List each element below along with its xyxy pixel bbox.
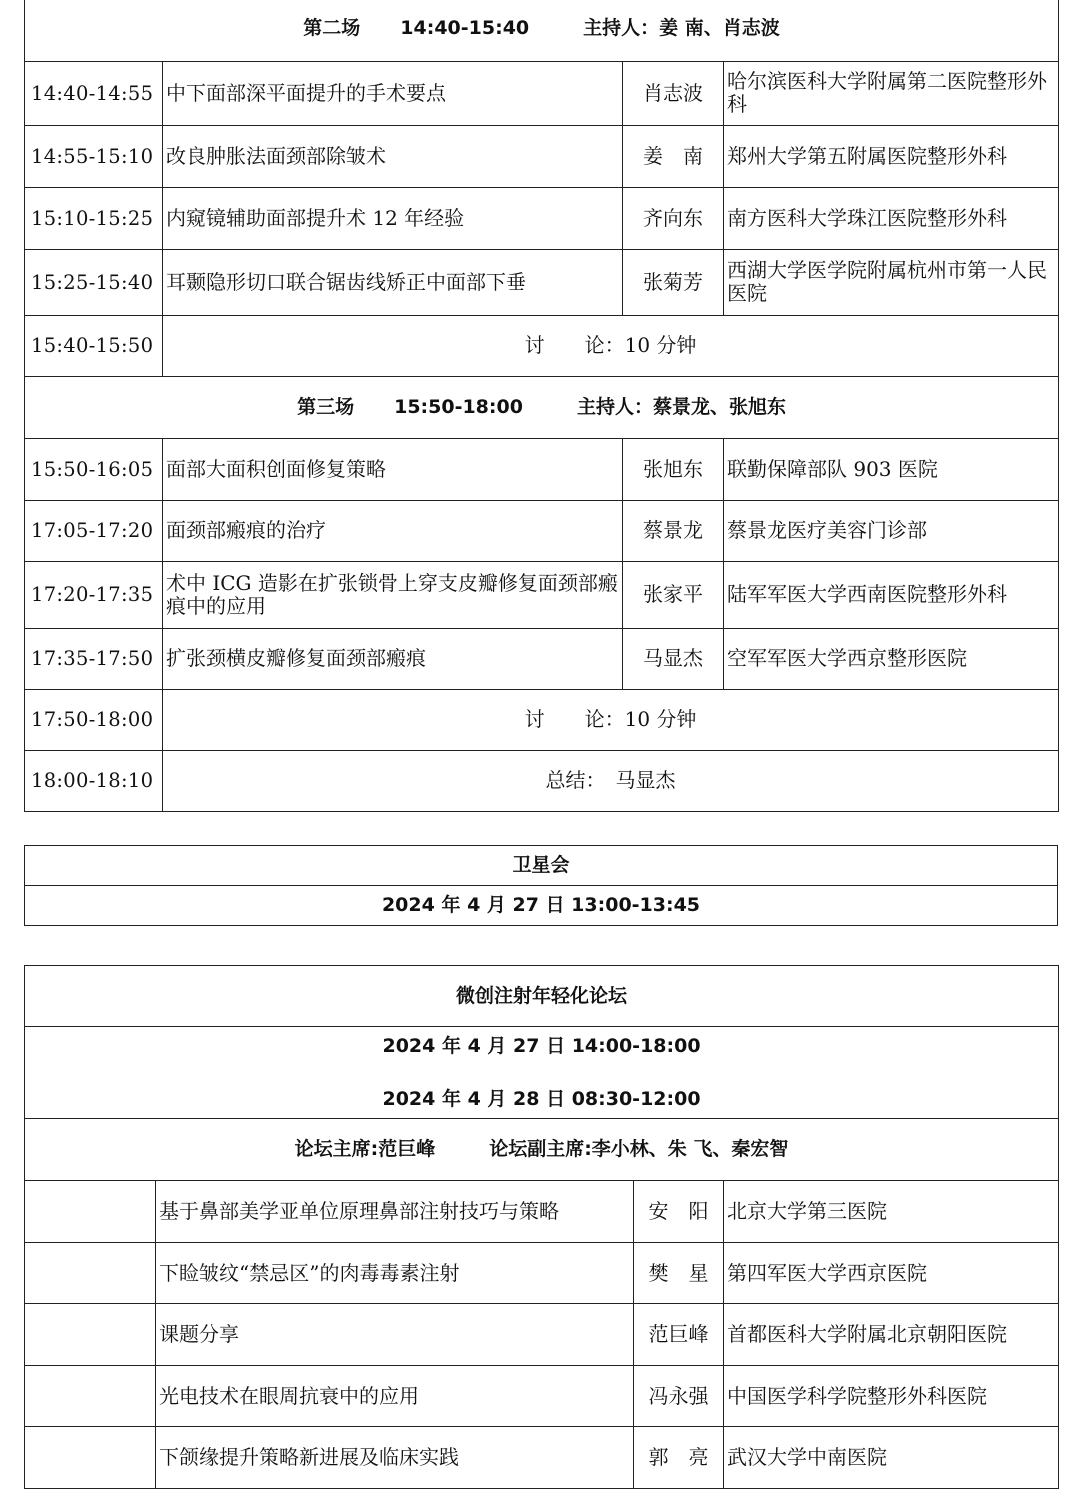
forum-chair: 论坛主席:范巨峰 — [294, 1138, 436, 1160]
discussion-row — [25, 315, 1059, 376]
forum-chairs — [25, 1119, 1059, 1181]
table-row — [25, 1366, 1059, 1427]
row-time: 15:50-16:05 — [25, 438, 163, 500]
session2-title: 第二场 — [303, 16, 361, 39]
session3-title: 第三场 — [297, 395, 355, 418]
session3-host: 主持人：蔡景龙、张旭东 — [576, 395, 786, 418]
table-row — [25, 61, 1059, 125]
row-org: 哈尔滨医科大学附属第二医院整形外科 — [724, 61, 1059, 125]
row-time: 17:20-17:35 — [25, 561, 163, 628]
table-row — [25, 628, 1059, 689]
discussion-text: 讨 论：10 分钟 — [163, 315, 1059, 376]
table-row — [25, 1243, 1059, 1304]
forum-date-1: 2024 年 4 月 27 日 14:00-18:00 — [382, 1034, 701, 1057]
row-time: 17:50-18:00 — [25, 689, 163, 750]
forum-date-2: 2024 年 4 月 28 日 08:30-12:00 — [382, 1087, 701, 1110]
row-time: 15:10-15:25 — [25, 187, 163, 249]
row-time: 15:40-15:50 — [25, 315, 163, 376]
forum-vice-chair: 论坛副主席:李小林、朱 飞、秦宏智 — [489, 1138, 789, 1160]
row-topic: 下睑皱纹“禁忌区”的肉毒毒素注射 — [156, 1243, 634, 1304]
row-org: 西湖大学医学院附属杭州市第一人民医院 — [724, 249, 1059, 315]
table-row — [25, 500, 1059, 561]
forum-table — [24, 965, 1058, 1489]
row-speaker: 张旭东 — [623, 438, 724, 500]
forum-dates — [25, 1027, 1059, 1119]
row-topic: 耳颞隐形切口联合锯齿线矫正中面部下垂 — [163, 249, 623, 315]
row-time — [25, 1181, 156, 1243]
row-speaker: 肖志波 — [623, 61, 724, 125]
row-topic: 基于鼻部美学亚单位原理鼻部注射技巧与策略 — [156, 1181, 634, 1243]
row-time: 17:05-17:20 — [25, 500, 163, 561]
session3-time: 15:50-18:00 — [394, 395, 523, 418]
row-speaker: 樊 星 — [634, 1243, 724, 1304]
row-topic: 面颈部瘢痕的治疗 — [163, 500, 623, 561]
table-row — [25, 1304, 1059, 1366]
table-row — [25, 1427, 1059, 1489]
row-time — [25, 1304, 156, 1366]
satellite-title: 卫星会 — [25, 846, 1058, 886]
row-speaker: 张菊芳 — [623, 249, 724, 315]
row-time — [25, 1243, 156, 1304]
row-speaker: 马显杰 — [623, 628, 724, 689]
row-time: 14:55-15:10 — [25, 125, 163, 187]
discussion-text: 讨 论：10 分钟 — [163, 689, 1059, 750]
session2-time: 14:40-15:40 — [400, 16, 530, 39]
schedule-table-main — [24, 0, 1058, 812]
row-speaker: 姜 南 — [623, 125, 724, 187]
row-org: 联勤保障部队 903 医院 — [724, 438, 1059, 500]
row-org: 南方医科大学珠江医院整形外科 — [724, 187, 1059, 249]
row-org: 空军军医大学西京整形医院 — [724, 628, 1059, 689]
row-topic: 扩张颈横皮瓣修复面颈部瘢痕 — [163, 628, 623, 689]
table-row — [25, 1181, 1059, 1243]
session3-header-row — [25, 376, 1059, 438]
forum-title: 微创注射年轻化论坛 — [25, 966, 1059, 1027]
row-time: 17:35-17:50 — [25, 628, 163, 689]
row-org: 中国医学科学院整形外科医院 — [724, 1366, 1059, 1427]
table-row — [25, 125, 1059, 187]
row-time: 14:40-14:55 — [25, 61, 163, 125]
row-topic: 下颌缘提升策略新进展及临床实践 — [156, 1427, 634, 1489]
session2-host: 主持人：姜 南、肖志波 — [583, 16, 780, 39]
row-org: 第四军医大学西京医院 — [724, 1243, 1059, 1304]
summary-text: 总结： 马显杰 — [163, 750, 1059, 811]
row-speaker: 冯永强 — [634, 1366, 724, 1427]
row-speaker: 范巨峰 — [634, 1304, 724, 1366]
row-speaker: 齐向东 — [623, 187, 724, 249]
row-topic: 术中 ICG 造影在扩张锁骨上穿支皮瓣修复面颈部瘢痕中的应用 — [163, 561, 623, 628]
row-org: 首都医科大学附属北京朝阳医院 — [724, 1304, 1059, 1366]
session2-header-row — [25, 0, 1059, 61]
row-org: 陆军军医大学西南医院整形外科 — [724, 561, 1059, 628]
row-org: 蔡景龙医疗美容门诊部 — [724, 500, 1059, 561]
row-speaker: 张家平 — [623, 561, 724, 628]
row-speaker: 安 阳 — [634, 1181, 724, 1243]
satellite-date: 2024 年 4 月 27 日 13:00-13:45 — [25, 886, 1058, 926]
row-topic: 课题分享 — [156, 1304, 634, 1366]
table-row — [25, 187, 1059, 249]
satellite-table — [24, 845, 1058, 926]
row-time: 18:00-18:10 — [25, 750, 163, 811]
discussion-row — [25, 689, 1059, 750]
row-topic: 中下面部深平面提升的手术要点 — [163, 61, 623, 125]
row-org: 北京大学第三医院 — [724, 1181, 1059, 1243]
row-topic: 改良肿胀法面颈部除皱术 — [163, 125, 623, 187]
row-topic: 面部大面积创面修复策略 — [163, 438, 623, 500]
row-time: 15:25-15:40 — [25, 249, 163, 315]
row-speaker: 郭 亮 — [634, 1427, 724, 1489]
row-time — [25, 1427, 156, 1489]
row-time — [25, 1366, 156, 1427]
row-org: 郑州大学第五附属医院整形外科 — [724, 125, 1059, 187]
summary-row — [25, 750, 1059, 811]
table-row — [25, 249, 1059, 315]
row-speaker: 蔡景龙 — [623, 500, 724, 561]
row-org: 武汉大学中南医院 — [724, 1427, 1059, 1489]
table-row — [25, 561, 1059, 628]
row-topic: 内窥镜辅助面部提升术 12 年经验 — [163, 187, 623, 249]
table-row — [25, 438, 1059, 500]
row-topic: 光电技术在眼周抗衰中的应用 — [156, 1366, 634, 1427]
